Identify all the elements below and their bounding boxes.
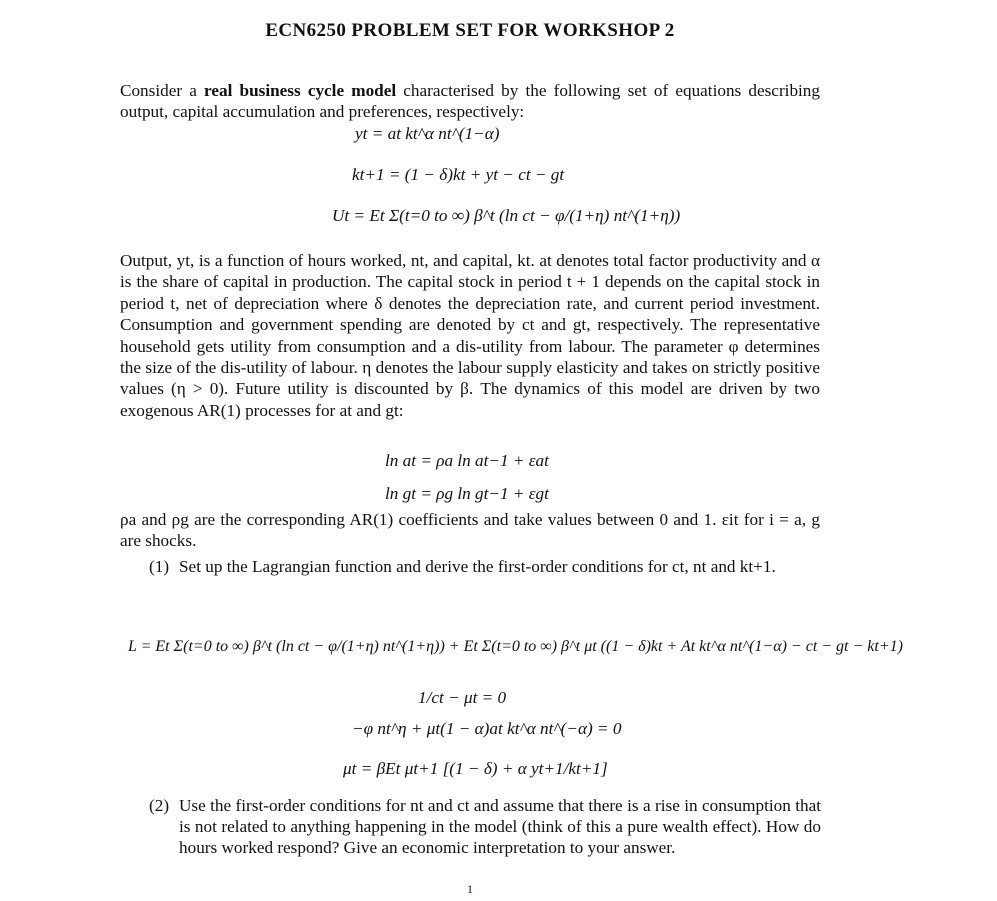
foc-hours xyxy=(352,719,622,739)
description-paragraph: Output, yt, is a function of hours worked, nt, and capital, kt. at denotes total factor productivity and α is the share of capital in production. The capital stock in period t + 1 depends on the capital stock in period t, net of depreciation where δ denotes the depreciation rate, and current period investment. Consumption and government spending are denoted by ct and gt, respectively. The representative household gets utility from consumption and a dis-utility from labour. The parameter φ determines the size of the dis-utility of labour. η denotes the labour supply elasticity and takes on strictly positive values (η > 0). Future utility is discounted by β. The dynamics of this model are driven by two exogenous AR(1) processes for at and gt: xyxy=(120,251,820,420)
question-1-text: Set up the Lagrangian function and derive the first-order conditions for ct, nt and kt+1. xyxy=(179,557,776,576)
question-1-number: (1) xyxy=(149,557,170,576)
foc-capital-text: μt = βEt μt+1 [(1 − δ) + α yt+1/kt+1] xyxy=(343,759,608,778)
equation-output-text: yt = at kt^α nt^(1−α) xyxy=(355,124,500,143)
question-2-number: (2) xyxy=(149,796,170,815)
foc-capital xyxy=(343,759,608,779)
page-title: ECN6250 PROBLEM SET FOR WORKSHOP 2 xyxy=(265,20,675,41)
equation-utility-text: Ut = Et Σ(t=0 to ∞) β^t (ln ct − φ/(1+η) nt^(1+η)) xyxy=(332,206,681,225)
equation-ar-a-text: ln at = ρa ln at−1 + εat xyxy=(385,451,549,470)
ar-paragraph: ρa and ρg are the corresponding AR(1) coefficients and take values between 0 and 1. εit for i = a, g are shocks. xyxy=(120,510,820,551)
equation-ar-a xyxy=(385,451,549,471)
intro-paragraph xyxy=(120,80,820,123)
intro-text-post: characterised by the following set of equations describing output, capital accumulation and preferences, respectively: xyxy=(120,81,820,122)
question-2 xyxy=(149,795,821,859)
equation-ar-g xyxy=(385,484,549,504)
page-number: 1 xyxy=(467,882,473,896)
intro-text-pre: Consider a xyxy=(120,81,205,100)
equation-utility xyxy=(332,206,680,226)
equation-capital-text: kt+1 = (1 − δ)kt + yt − ct − gt xyxy=(352,165,565,184)
equation-ar-g-text: ln gt = ρg ln gt−1 + εgt xyxy=(385,484,549,503)
equation-capital xyxy=(352,165,564,185)
foc-hours-text: −φ nt^η + μt(1 − α)at kt^α nt^(−α) = 0 xyxy=(352,719,622,738)
intro-text-bold: real business cycle model xyxy=(204,81,397,100)
question-1 xyxy=(149,556,821,577)
equation-lagrangian xyxy=(128,638,903,656)
foc-consumption-text: 1/ct − μt = 0 xyxy=(418,688,507,707)
equation-lagrangian-text: L = Et Σ(t=0 to ∞) β^t (ln ct − φ/(1+η) nt^(1+η)) + Et Σ(t=0 to ∞) β^t μt ((1 − δ)kt + At kt^α nt^(1−α) − ct − gt − kt+1) xyxy=(128,638,903,655)
foc-consumption xyxy=(418,688,506,708)
question-2-text: Use the first-order conditions for nt and ct and assume that there is a rise in consumption that is not related to anything happening in the model (think of this a pure wealth effect). How do hours worked respond? Give an economic interpretation to your answer. xyxy=(179,796,821,858)
equation-output xyxy=(355,124,500,144)
